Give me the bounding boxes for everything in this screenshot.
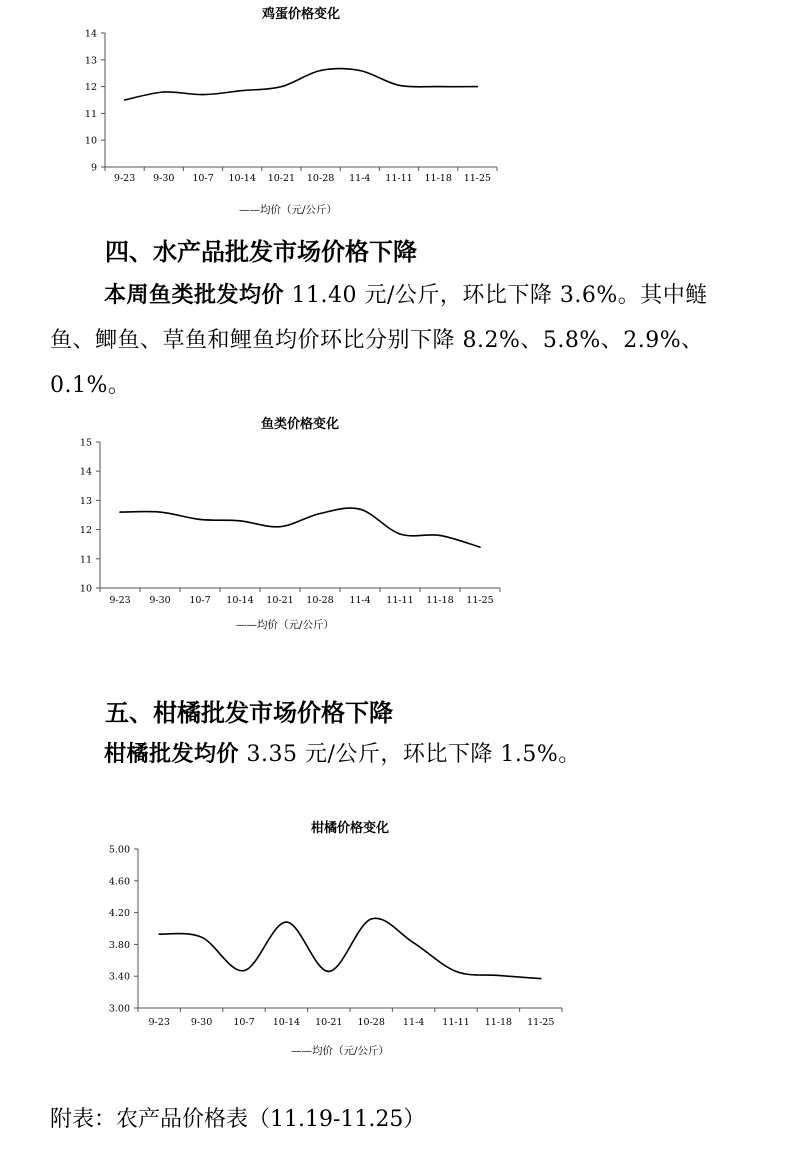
series-line (159, 918, 541, 978)
data-point (279, 526, 281, 528)
y-tick-label: 13 (79, 495, 92, 507)
data-point (286, 921, 288, 923)
x-tick-label: 11-11 (386, 595, 414, 606)
data-point (439, 535, 441, 537)
data-point (241, 90, 243, 92)
x-tick-label: 9-30 (149, 595, 171, 606)
section5-paragraph (50, 732, 750, 777)
y-tick-label: 12 (84, 82, 97, 94)
x-tick-label: 11-25 (463, 173, 492, 184)
data-point (399, 533, 401, 535)
chart-title: 鱼类价格变化 (260, 417, 340, 432)
y-tick-label: 3.40 (108, 971, 130, 983)
data-point (413, 942, 415, 944)
data-point (437, 86, 439, 88)
y-tick-label: 14 (84, 28, 97, 40)
y-tick-label: 3.00 (108, 1003, 130, 1015)
section4-body: 11.40 元/公斤，环比下降 3.6%。其中鲢鱼、鲫鱼、草鱼和鲤鱼均价环比分别下降 8.2%、5.8%、2.9%、0.1%。 (50, 283, 708, 398)
y-tick-label: 10 (84, 135, 97, 147)
data-point (398, 84, 400, 86)
x-tick-label: 10-14 (226, 595, 254, 606)
data-point (281, 86, 283, 88)
legend-label: ——均价（元/公斤） (238, 204, 338, 216)
data-point (159, 511, 161, 513)
y-tick-label: 5.00 (108, 844, 130, 856)
data-point (239, 520, 241, 522)
chart-title: 鸡蛋价格变化 (261, 7, 341, 22)
data-point (540, 978, 542, 980)
x-tick-label: 11-4 (402, 1017, 425, 1028)
fish-price-chart-svg (60, 410, 520, 640)
series-line (125, 69, 478, 100)
x-tick-label: 11-11 (385, 173, 413, 184)
x-tick-label: 10-28 (306, 173, 335, 184)
section5-body: 3.35 元/公斤，环比下降 1.5%。 (239, 742, 581, 767)
data-point (158, 933, 160, 935)
y-tick-label: 9 (90, 162, 97, 174)
x-tick-label: 11-4 (349, 173, 371, 184)
x-tick-label: 10-14 (228, 173, 256, 184)
x-tick-label: 9-30 (190, 1017, 213, 1028)
data-point (455, 971, 457, 973)
y-tick-label: 4.60 (108, 876, 130, 888)
legend-label: ——均价（元/公斤） (235, 619, 335, 631)
y-tick-label: 11 (79, 554, 92, 566)
data-point (477, 86, 479, 88)
y-tick-label: 13 (84, 55, 97, 67)
data-point (320, 70, 322, 72)
data-point (124, 99, 126, 101)
data-point (359, 70, 361, 72)
y-tick-label: 12 (79, 525, 92, 537)
y-tick-label: 10 (79, 583, 92, 595)
section5-lead: 柑橘批发均价 (104, 742, 240, 767)
data-point (479, 546, 481, 548)
data-point (163, 91, 165, 93)
data-point (202, 94, 204, 96)
x-tick-label: 11-18 (426, 595, 454, 606)
data-point (201, 936, 203, 938)
x-tick-label: 10-14 (272, 1017, 301, 1028)
data-point (498, 975, 500, 977)
egg-price-chart (60, 0, 520, 225)
x-tick-label: 9-30 (153, 173, 175, 184)
x-tick-label: 10-28 (357, 1017, 385, 1028)
x-tick-label: 9-23 (148, 1017, 170, 1028)
x-tick-label: 9-23 (109, 595, 131, 606)
x-tick-label: 11-25 (527, 1017, 555, 1028)
data-point (119, 511, 121, 513)
y-tick-label: 14 (79, 466, 92, 478)
x-tick-label: 11-25 (466, 595, 494, 606)
x-tick-label: 10-28 (306, 595, 334, 606)
data-point (243, 970, 245, 972)
egg-price-chart-svg (60, 0, 520, 225)
citrus-price-chart-svg (90, 812, 580, 1067)
x-tick-label: 10-21 (315, 1017, 343, 1028)
y-tick-label: 15 (79, 437, 92, 449)
x-tick-label: 10-21 (266, 595, 294, 606)
x-tick-label: 11-4 (349, 595, 371, 606)
y-tick-label: 3.80 (108, 939, 130, 951)
y-tick-label: 11 (84, 108, 97, 120)
data-point (370, 918, 372, 920)
data-point (328, 971, 330, 973)
citrus-price-chart (90, 812, 580, 1067)
fish-price-chart (60, 410, 520, 640)
section4-heading: 四、水产品批发市场价格下降 (105, 238, 417, 266)
data-point (199, 519, 201, 521)
data-point (319, 513, 321, 515)
appendix-caption: 附表：农产品价格表（11.19-11.25） (50, 1107, 426, 1132)
x-tick-label: 11-11 (442, 1017, 470, 1028)
y-tick-label: 4.20 (108, 908, 130, 920)
x-tick-label: 10-21 (267, 173, 296, 184)
legend-label: ——均价（元/公斤） (290, 1045, 390, 1057)
x-tick-label: 10-7 (233, 1017, 255, 1028)
series-line (120, 508, 480, 547)
x-tick-label: 10-7 (189, 595, 211, 606)
section4-lead: 本周鱼类批发均价 (104, 283, 285, 308)
data-point (359, 508, 361, 510)
x-tick-label: 11-18 (424, 173, 452, 184)
section4-paragraph (50, 273, 750, 408)
x-tick-label: 11-18 (484, 1017, 513, 1028)
chart-title: 柑橘价格变化 (310, 821, 390, 836)
section5-heading: 五、柑橘批发市场价格下降 (105, 699, 393, 727)
x-tick-label: 9-23 (113, 173, 136, 184)
x-tick-label: 10-7 (192, 173, 214, 184)
